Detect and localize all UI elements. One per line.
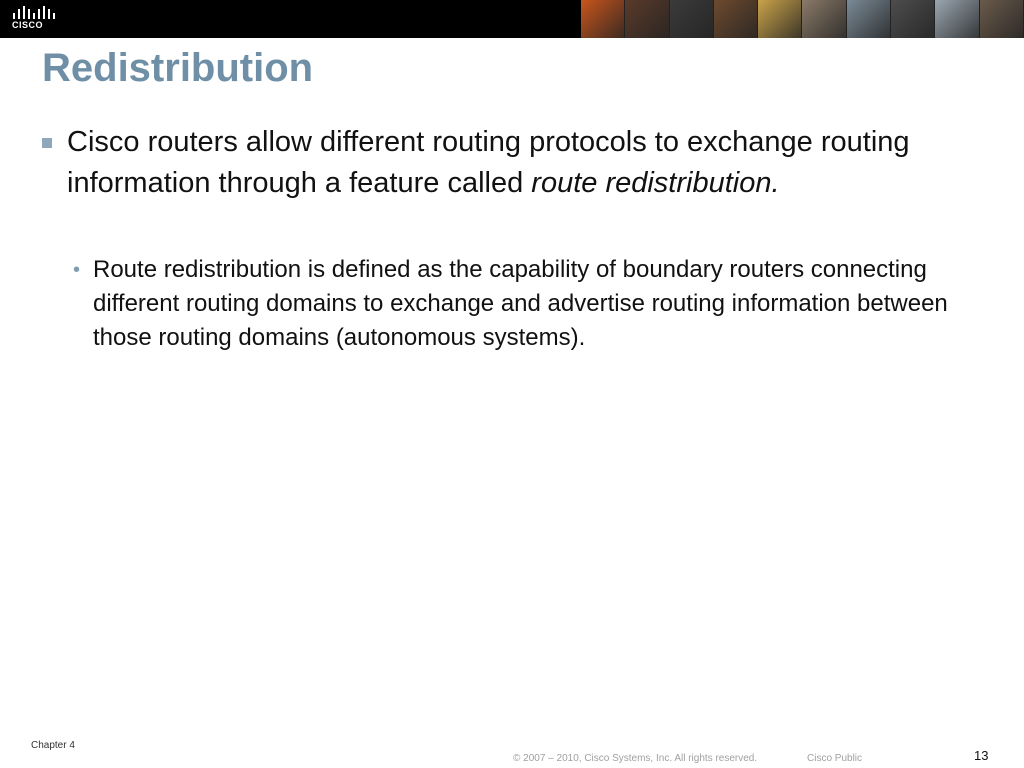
bullet-level-1-body: Cisco routers allow different routing protocols to exchange routing information through a feature called	[67, 126, 910, 199]
classification-label: Cisco Public	[807, 753, 863, 764]
header-photo	[714, 0, 758, 38]
header-photo	[980, 0, 1024, 38]
header-photo	[891, 0, 935, 38]
cisco-logo-bars-icon	[12, 5, 60, 19]
header-photo	[581, 0, 625, 38]
copyright-notice: © 2007 – 2010, Cisco Systems, Inc. All rights reserved.	[513, 753, 758, 764]
header-photo	[935, 0, 979, 38]
bullet-level-2-text: Route redistribution is defined as the capability of boundary routers connecting different routing domains to exchange and advertise routing information between those routing domains (autonomous systems).	[93, 256, 948, 351]
bullet-level-1-text	[67, 122, 972, 204]
bullet-level-1-emphasis: route redistribution.	[531, 167, 780, 199]
header-photo	[670, 0, 714, 38]
header-photo	[758, 0, 802, 38]
cisco-logo	[12, 5, 60, 33]
header-photo	[802, 0, 846, 38]
header-banner	[0, 0, 1024, 38]
header-photo-strip	[581, 0, 1024, 38]
cisco-logo-text: CISCO	[12, 20, 44, 30]
header-photo	[847, 0, 891, 38]
dot-bullet-icon: •	[73, 259, 81, 281]
square-bullet-icon	[42, 138, 52, 148]
header-photo	[625, 0, 669, 38]
page-number: 13	[974, 748, 989, 763]
slide-title: Redistribution	[42, 46, 314, 90]
bullet-level-2	[73, 253, 953, 355]
bullet-level-1	[42, 122, 972, 204]
chapter-label: Chapter 4	[31, 740, 75, 751]
